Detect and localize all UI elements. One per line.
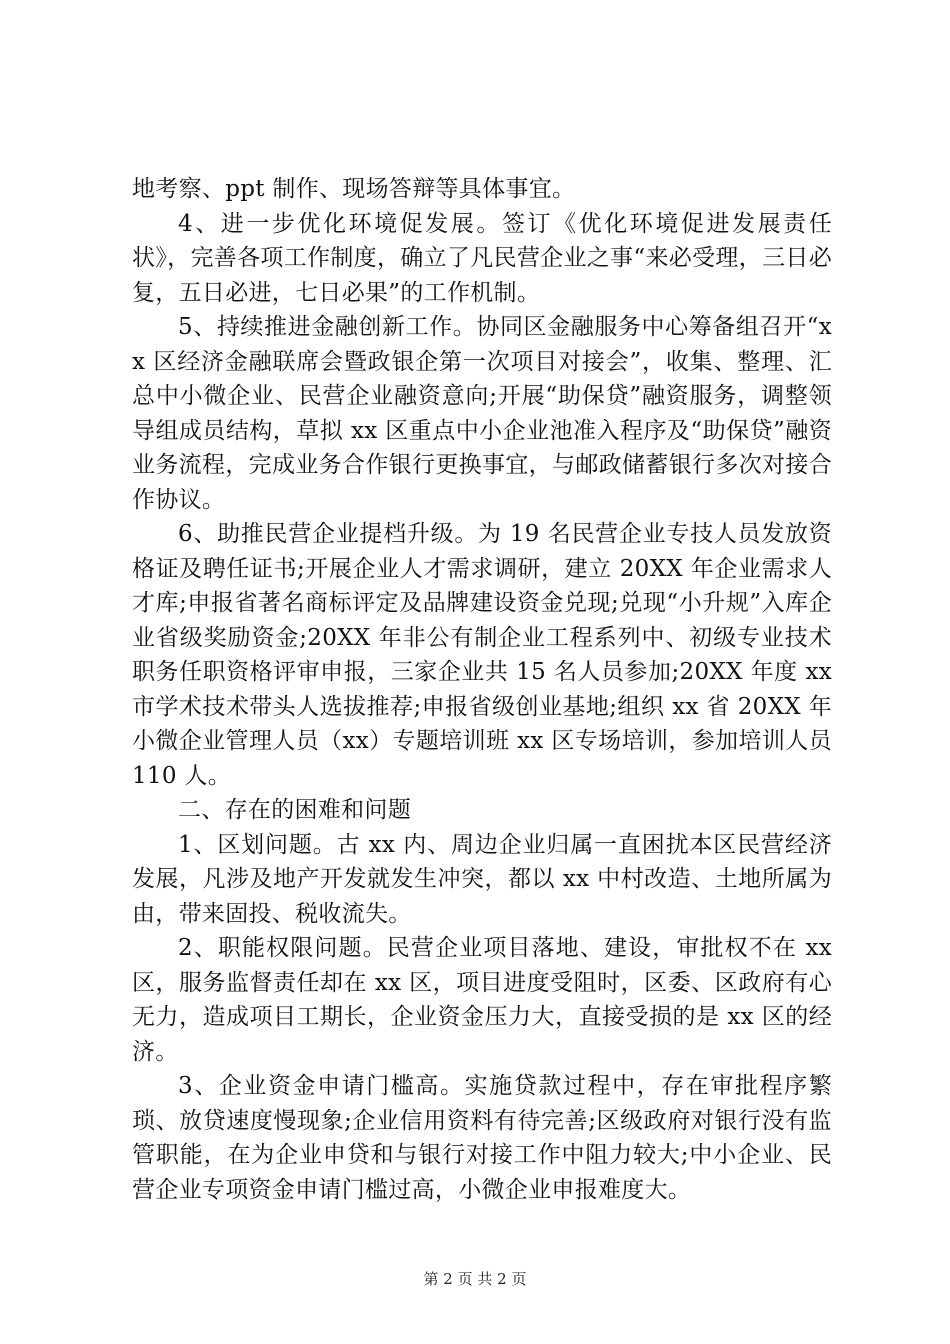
paragraph-continuation: 地考察、ppt 制作、现场答辩等具体事宜。 bbox=[132, 176, 576, 202]
paragraph-problem-3: 3、企业资金申请门槛高。实施贷款过程中，存在审批程序繁琐、放贷速度慢现象;企业信用资料有待完善;区级政府对银行没有监管职能，在为企业申贷和与银行对接工作中阻力较大;中小企业、民营企业专项资金申请门槛过高，小微企业申报难度大。 bbox=[132, 1073, 832, 1203]
paragraph-item-4: 4、进一步优化环境促发展。签订《优化环境促进发展责任状》，完善各项工作制度，确立了凡民营企业之事“来必受理，三日必复，五日必进，七日必果”的工作机制。 bbox=[132, 210, 832, 306]
paragraph-problem-1: 1、区划问题。古 xx 内、周边企业归属一直困扰本区民营经济发展，凡涉及地产开发就发生冲突，都以 xx 中村改造、土地所属为由，带来固投、税收流失。 bbox=[132, 831, 832, 927]
section-heading-problems: 二、存在的困难和问题 bbox=[178, 797, 411, 823]
page-footer: 第 2 页 共 2 页 bbox=[423, 1270, 527, 1288]
paragraph-problem-2: 2、职能权限问题。民营企业项目落地、建设，审批权不在 xx 区，服务监督责任却在 xx 区，项目进度受阻时，区委、区政府有心无力，造成项目工期长，企业资金压力大，直接受损的是 xx 区的经济。 bbox=[132, 935, 832, 1065]
paragraph-item-5: 5、持续推进金融创新工作。协同区金融服务中心筹备组召开“xx 区经济金融联席会暨政银企第一次项目对接会”，收集、整理、汇总中小微企业、民营企业融资意向;开展“助保贷”融资服务，调整领导组成员结构，草拟 xx 区重点中小企业池准入程序及“助保贷”融资业务流程，完成业务合作银行更换事宜，与邮政储蓄银行多次对接合作协议。 bbox=[132, 314, 832, 513]
paragraph-item-6: 6、助推民营企业提档升级。为 19 名民营企业专技人员发放资格证及聘任证书;开展企业人才需求调研，建立 20XX 年企业需求人才库;申报省著名商标评定及品牌建设资金兑现;兑现“小升规”入库企业省级奖励资金;20XX 年非公有制企业工程系列中、初级专业技术职务任职资格评审申报，三家企业共 15 名人员参加;20XX 年度 xx 市学术技术带头人选拔推荐;申报省级创业基地;组织 xx 省 20XX 年小微企业管理人员（xx）专题培训班 xx 区专场培训，参加培训人员 110 人。 bbox=[132, 521, 832, 789]
document-body bbox=[132, 172, 832, 1207]
